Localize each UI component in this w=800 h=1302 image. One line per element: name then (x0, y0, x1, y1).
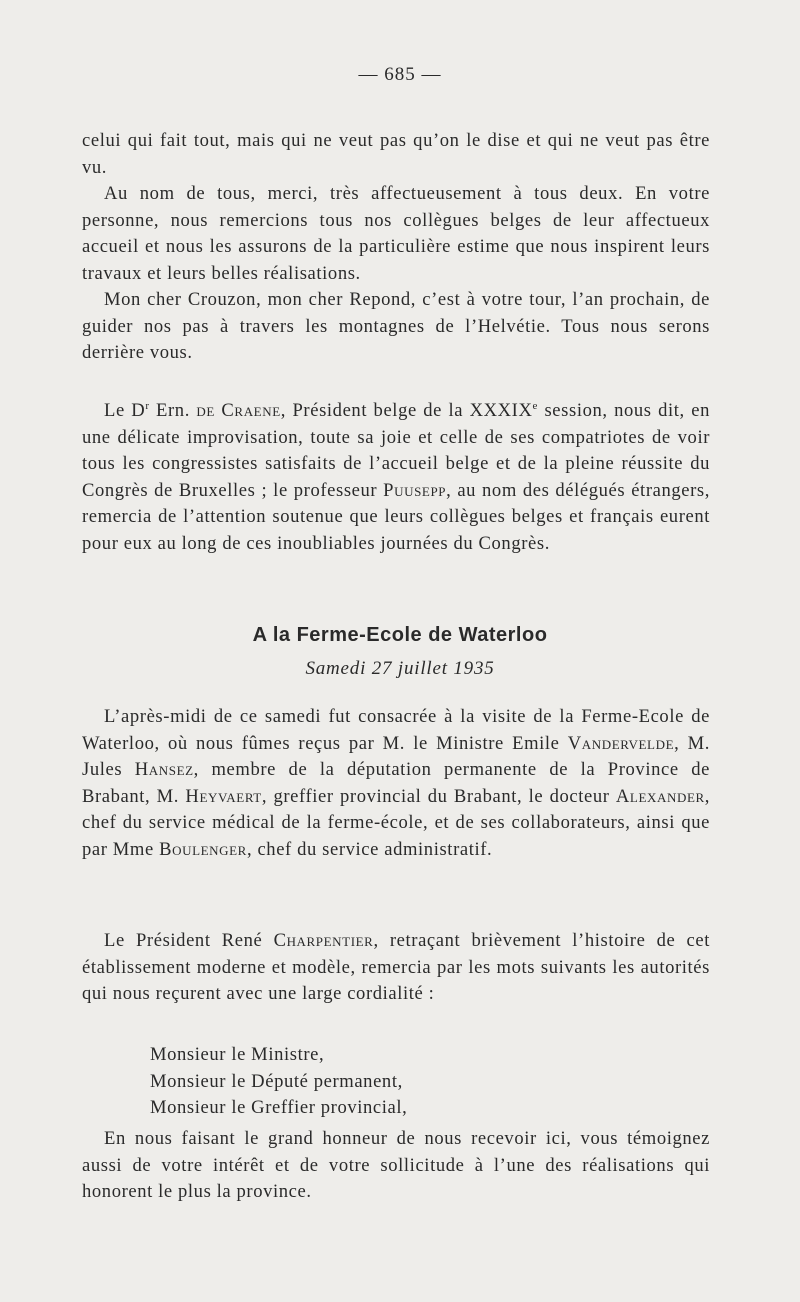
salutation-list (150, 1042, 407, 1122)
page-number: — 685 — (358, 64, 442, 85)
paragraph-5: L’après-midi de ce samedi fut consacrée à la visite de la Ferme-Ecole de Waterloo, où nous fûmes reçus par M. le Ministre Emile Vandervelde, M. Jules Hansez, membre de la députation permanente de la Province de Brabant, M. Heyvaert, greffier provincial du Brabant, le docteur Alexander, chef du service médical de la ferme-école, et de ses collaborateurs, ainsi que par Mme Boulenger, chef du service administratif. (82, 706, 711, 860)
paragraph-7-block (82, 1126, 710, 1206)
paragraph-1: celui qui fait tout, mais qui ne veut pas qu’on le dise et qui ne veut pas être vu. (82, 130, 710, 178)
paragraph-2: Au nom de tous, merci, très affectueusement à tous deux. En votre personne, nous remercions tous nos collègues belges de leur affectueux accueil et nous les assurons de la particulière estime que nous inspirent leurs travaux et leurs belles réalisations. (82, 183, 710, 284)
section-date: Samedi 27 juillet 1935 (305, 658, 495, 679)
salutation-line: Monsieur le Député permanent, (150, 1070, 403, 1092)
paragraph-4-block (82, 398, 710, 557)
paragraph-7: En nous faisant le grand honneur de nous recevoir ici, vous témoignez aussi de votre intérêt et de votre sollicitude à l’une des réalisations qui honorent le plus la province. (82, 1128, 710, 1202)
paragraph-6: Le Président René Charpentier, retraçant brièvement l’histoire de cet établissement moderne et modèle, remercia par les mots suivants les autorités qui nous reçurent avec une large cordialité : (82, 930, 711, 1004)
paragraph-6-block (82, 928, 710, 1008)
paragraph-4: Le $D^r$ Ern. de Craene, Président belge de la XXXIXe session, nous dit, en une délicate improvisation, toute sa joie et celle de ses compatriotes de voir tous les congressistes satisfaits de l’accueil belge et de la pleine réussite du Congrès de Bruxelles ; le professeur Puusepp, au nom des délégués étrangers, remercia de l’attention soutenue que leurs collègues belges et français eurent pour eux au long de ces inoubliables journées du Congrès. (82, 400, 710, 554)
paragraph-continuation (82, 128, 710, 367)
salutation-line: Monsieur le Ministre, (150, 1044, 325, 1065)
salutation-line: Monsieur le Greffier provincial, (150, 1097, 408, 1118)
paragraph-5-block (82, 704, 710, 863)
paragraph-3: Mon cher Crouzon, mon cher Repond, c’est à votre tour, l’an prochain, de guider nos pas à travers les montagnes de l’Helvétie. Tous nous serons derrière vous. (82, 289, 710, 363)
section-heading: A la Ferme-Ecole de Waterloo (252, 624, 548, 646)
